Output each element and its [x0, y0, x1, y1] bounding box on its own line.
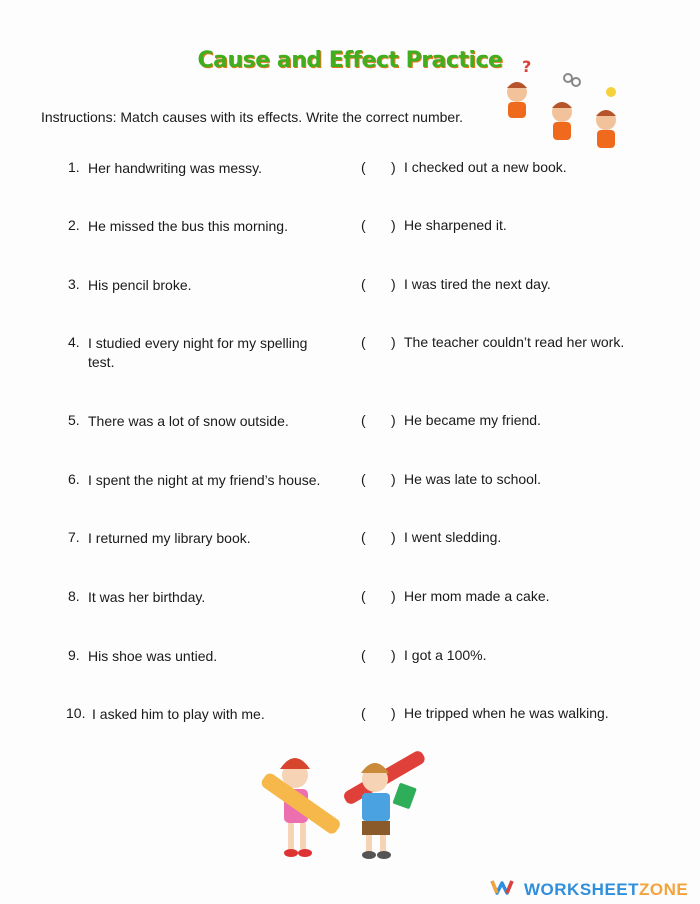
answer-blank[interactable]	[370, 276, 388, 292]
paren-open: (	[361, 529, 366, 545]
answer-blank[interactable]	[370, 471, 388, 487]
answer-blank[interactable]	[370, 647, 388, 663]
item-number: 10.	[66, 705, 86, 721]
effect-text: I got a 100%.	[404, 647, 487, 663]
item-number: 4.	[68, 334, 80, 350]
instructions-text: Instructions: Match causes with its effects. Write the correct number.	[41, 109, 463, 125]
paren-close: )	[391, 647, 396, 663]
logo-text-zone: ZONE	[639, 879, 689, 899]
item-number: 2.	[68, 217, 80, 233]
effect-text: I was tired the next day.	[404, 276, 551, 292]
paren-open: (	[361, 276, 366, 292]
paren-close: )	[391, 334, 396, 350]
paren-close: )	[391, 276, 396, 292]
effect-text: Her mom made a cake.	[404, 588, 550, 604]
answer-blank[interactable]	[370, 159, 388, 175]
paren-close: )	[391, 529, 396, 545]
paren-open: (	[361, 705, 366, 721]
item-number: 7.	[68, 529, 80, 545]
gears-icon	[564, 74, 580, 86]
cause-text: There was a lot of snow outside.	[88, 413, 289, 429]
logo-text-worksheet: WORKSHEET	[524, 879, 639, 899]
effect-text: He sharpened it.	[404, 217, 507, 233]
svg-text:?: ?	[522, 57, 532, 76]
kids-with-pencils-illustration	[250, 745, 430, 875]
answer-blank[interactable]	[370, 412, 388, 428]
cause-text: It was her birthday.	[88, 589, 206, 605]
effect-text: He tripped when he was walking.	[404, 705, 609, 721]
effect-text: He was late to school.	[404, 471, 541, 487]
cause-text: I studied every night for my spelling test.	[88, 335, 308, 370]
item-number: 1.	[68, 159, 80, 175]
paren-close: )	[391, 412, 396, 428]
item-number: 9.	[68, 647, 80, 663]
answer-blank[interactable]	[370, 529, 388, 545]
answer-blank[interactable]	[370, 588, 388, 604]
cause-text: His shoe was untied.	[88, 648, 218, 664]
answer-blank[interactable]	[370, 217, 388, 233]
cause-text: His pencil broke.	[88, 277, 192, 293]
paren-open: (	[361, 647, 366, 663]
lightbulb-icon	[606, 87, 616, 97]
answer-blank[interactable]	[370, 334, 388, 350]
paren-close: )	[391, 471, 396, 487]
effect-text: He became my friend.	[404, 412, 541, 428]
cause-text: Her handwriting was messy.	[88, 160, 263, 176]
answer-blank[interactable]	[370, 705, 388, 721]
paren-close: )	[391, 588, 396, 604]
item-number: 3.	[68, 276, 80, 292]
cause-text: I asked him to play with me.	[92, 706, 265, 722]
effect-text: I went sledding.	[404, 529, 502, 545]
paren-close: )	[391, 159, 396, 175]
cause-text: I spent the night at my friend’s house.	[88, 472, 321, 488]
item-number: 8.	[68, 588, 80, 604]
paren-open: (	[361, 334, 366, 350]
cause-text: I returned my library book.	[88, 530, 251, 546]
worksheetzone-logo[interactable]	[490, 878, 688, 901]
effect-text: The teacher couldn’t read her work.	[404, 334, 625, 350]
paren-open: (	[361, 588, 366, 604]
paren-open: (	[361, 412, 366, 428]
worksheet-title: Cause and Effect Practice	[197, 48, 503, 73]
effect-text: I checked out a new book.	[404, 159, 567, 175]
item-number: 6.	[68, 471, 80, 487]
paren-open: (	[361, 159, 366, 175]
worksheetzone-logo-icon	[490, 878, 514, 901]
paren-open: (	[361, 471, 366, 487]
kids-thinking-illustration	[490, 50, 640, 160]
paren-close: )	[391, 217, 396, 233]
paren-open: (	[361, 217, 366, 233]
paren-close: )	[391, 705, 396, 721]
cause-text: He missed the bus this morning.	[88, 218, 288, 234]
item-number: 5.	[68, 412, 80, 428]
